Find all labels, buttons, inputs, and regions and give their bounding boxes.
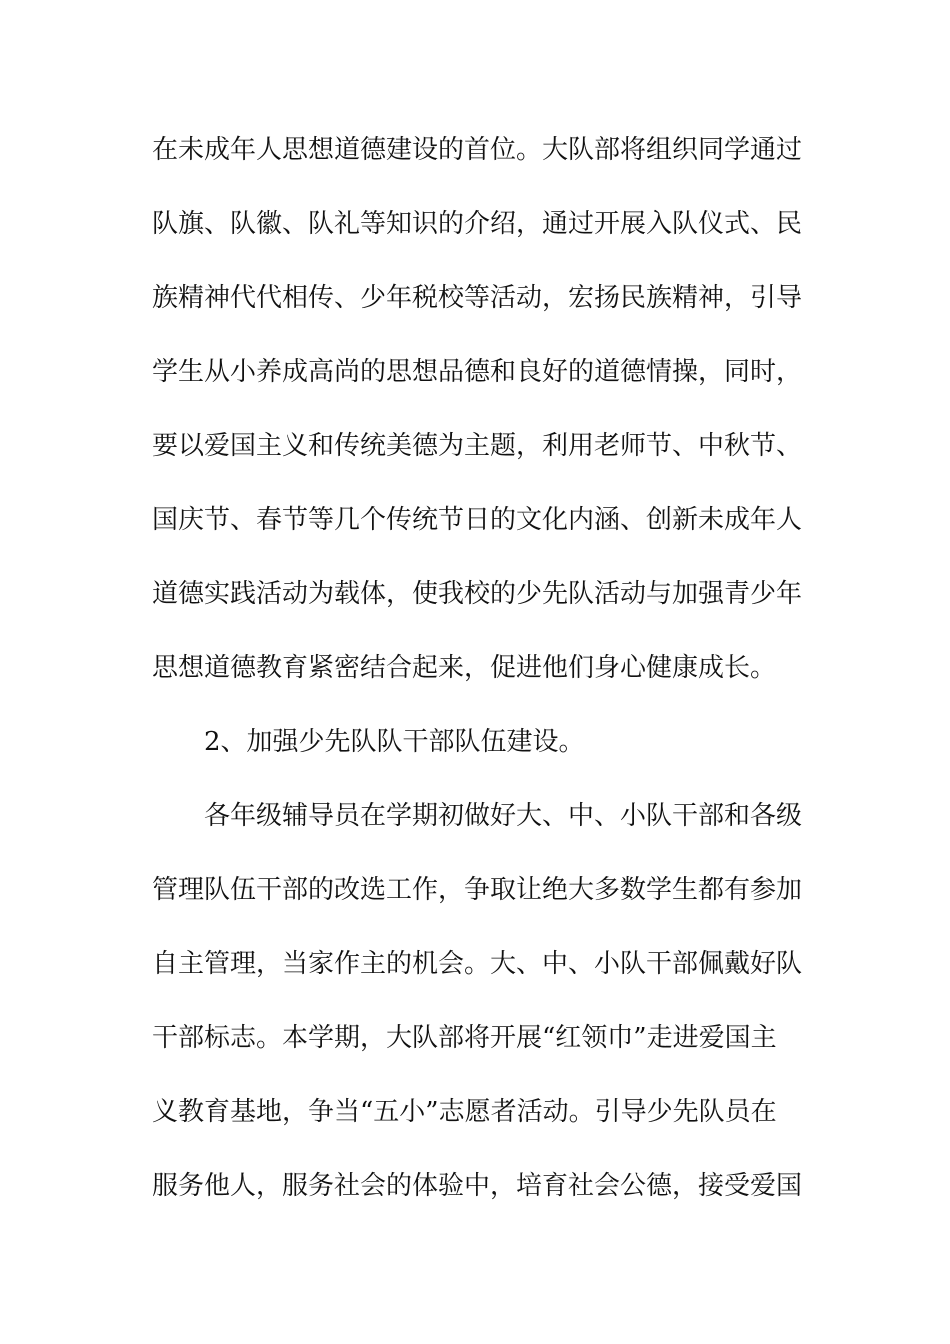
paragraph-line-3: 族精神代代相传、少年税校等活动，宏扬民族精神，引导 [152, 283, 803, 313]
paragraph-line-11: 管理队伍干部的改选工作，争取让绝大多数学生都有参加 [152, 875, 803, 905]
paragraph-line-7: 道德实践活动为载体，使我校的少先队活动与加强青少年 [152, 579, 803, 609]
paragraph-line-8: 思想道德教育紧密结合起来，促进他们身心健康成长。 [152, 653, 777, 683]
paragraph-line-10: 各年级辅导员在学期初做好大、中、小队干部和各级 [204, 801, 803, 831]
section-heading: 2、加强少先队队干部队伍建设。 [204, 727, 585, 757]
paragraph-line-12: 自主管理，当家作主的机会。大、中、小队干部佩戴好队 [152, 949, 803, 979]
paragraph-line-15: 服务他人，服务社会的体验中，培育社会公德，接受爱国 [152, 1171, 803, 1201]
paragraph-line-13: 干部标志。本学期，大队部将开展“红领巾”走进爱国主 [152, 1023, 777, 1053]
paragraph-line-2: 队旗、队徽、队礼等知识的介绍，通过开展入队仪式、民 [152, 209, 803, 239]
paragraph-line-6: 国庆节、春节等几个传统节日的文化内涵、创新未成年人 [152, 505, 803, 535]
paragraph-line-1: 在未成年人思想道德建设的首位。大队部将组织同学通过 [152, 135, 803, 165]
paragraph-line-4: 学生从小养成高尚的思想品德和良好的道德情操，同时， [152, 357, 803, 387]
paragraph-line-5: 要以爱国主义和传统美德为主题，利用老师节、中秋节、 [152, 431, 803, 461]
paragraph-line-14: 义教育基地，争当“五小”志愿者活动。引导少先队员在 [152, 1097, 777, 1127]
